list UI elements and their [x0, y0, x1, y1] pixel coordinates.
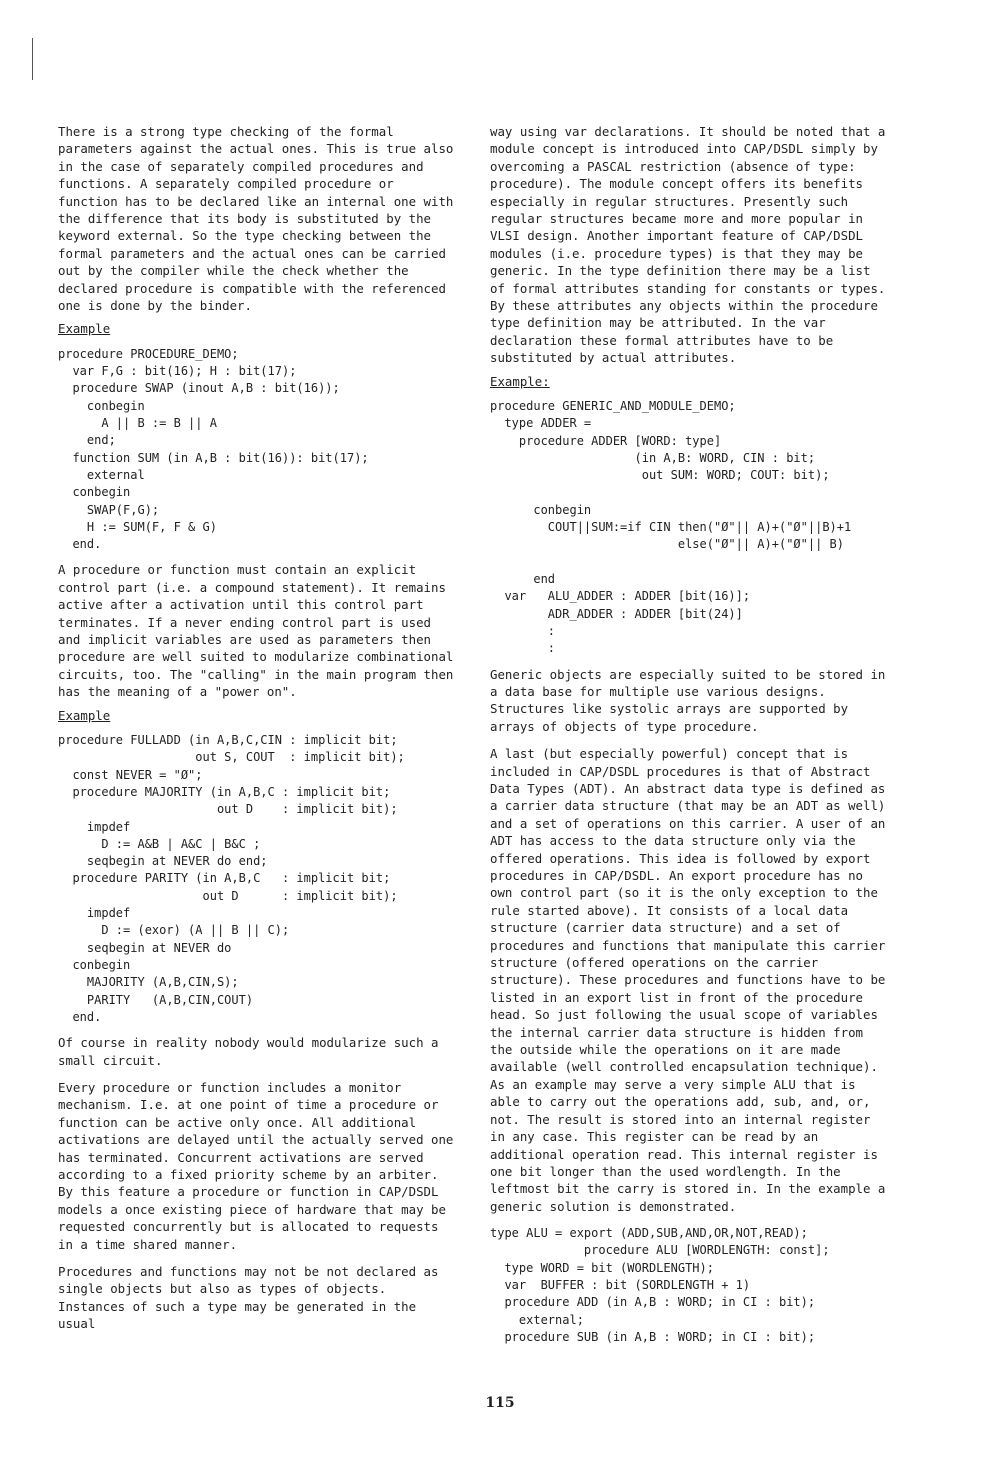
right-paragraph-module-concept: way using var declarations. It should be noted that a module concept is introduced into CAP/DSDL simply by overcoming a PASCAL restriction (absence of type: procedure). The module concept offers its benefits especially in regular structures. Presently such regular structures became more and more popular in VLSI design. Another important feature of CAP/DSDL modules (i.e. procedure types) is that they may be generic. In the type definition there may be a list of formal attributes standing for constants or types. By these attributes any objects within the procedure type definition may be attributed. In the var declaration these formal attributes have to be substituted by actual attributes. — [490, 124, 886, 366]
right-column — [490, 123, 890, 1354]
margin-mark — [32, 38, 33, 80]
code-fulladd: procedure FULLADD (in A,B,C,CIN : implicit bit; out S, COUT : implicit bit); const NEVER = "Ø"; procedure MAJORITY (in A,B,C : implicit bit; out D : implicit bit); impdef D := A&B | A&C | B&C ; seqbegin at NEVER do end; procedure PARITY (in A,B,C : implicit bit; out D : implicit bit); impdef D := (exor) (A || B || C); seqbegin at NEVER do conbegin MAJORITY (A,B,CIN,S); PARITY (A,B,CIN,COUT) end. — [58, 733, 405, 1024]
left-paragraph-small-circuit: Of course in reality nobody would modularize such a small circuit. — [58, 1035, 439, 1068]
left-example-heading-2: Example — [58, 707, 111, 723]
left-example-heading-1: Example — [58, 321, 111, 337]
code-alu-export: type ALU = export (ADD,SUB,AND,OR,NOT,READ); procedure ALU [WORDLENGTH: const]; type WORD = bit (WORDLENGTH); var BUFFER : bit (SORDLENGTH + 1) procedure ADD (in A,B : WORD; in CI : bit); external; procedure SUB (in A,B : WORD; in CI : bit); — [490, 1226, 830, 1344]
left-paragraph-control-part: A procedure or function must contain an explicit control part (i.e. a compound statement). It remains active after a activation until this control part terminates. If a never ending control part is used and implicit variables are used as parameters then procedure are well suited to modularize combinational circuits, too. The "calling" in the main program then has the meaning of a "power on". — [58, 562, 454, 700]
left-column — [58, 123, 458, 1333]
code-procedure-demo: procedure PROCEDURE_DEMO; var F,G : bit(16); H : bit(17); procedure SWAP (inout A,B : bit(16)); conbegin A || B := B || A end; function SUM (in A,B : bit(16)): bit(17); external conbegin SWAP(F,G); H := SUM(F, F & G) end. — [58, 346, 369, 552]
left-paragraph-monitor: Every procedure or function includes a monitor mechanism. I.e. at one point of time a procedure or function can be active only once. All additional activations are delayed until the actually served one has terminated. Concurrent activations are served according to a fixed priority scheme by an arbiter. By this feature a procedure or function in CAP/DSDL models a once existing piece of hardware that may be requested concurrently but is allocated to requests in a time shared manner. — [58, 1079, 454, 1252]
left-paragraph-type-checking: There is a strong type checking of the formal parameters against the actual ones. This is true also in the case of separately compiled procedures and functions. A separately compiled procedure or function has to be declared like an internal one with the difference that its body is substituted by the keyword external. So the type checking between the formal parameters and the actual ones can be carried out by the compiler while the check whether the declared procedure is compatible with the referenced one is done by the binder. — [58, 124, 454, 314]
right-example-heading: Example: — [490, 373, 550, 389]
code-generic-module-demo: procedure GENERIC_AND_MODULE_DEMO; type ADDER = procedure ADDER [WORD: type] (in A,B: WORD, CIN : bit; out SUM: WORD; COUT: bit); conbegin COUT||SUM:=if CIN then("Ø"|| A)+("Ø"||B)+1 else("Ø"|| A)+("Ø"|| B) end var ALU_ADDER : ADDER [bit(16)]; ADR_ADDER : ADDER [bit(24)] : : — [490, 399, 852, 656]
page-number: 115 — [485, 1395, 515, 1411]
right-paragraph-generic-objects: Generic objects are especially suited to be stored in a data base for multiple use various designs. Structures like systolic arrays are supported by arrays of objects of type procedure. — [490, 666, 886, 734]
right-paragraph-adt: A last (but especially powerful) concept that is included in CAP/DSDL procedures is that of Abstract Data Types (ADT). An abstract data type is defined as a carrier data structure (that may be an ADT as well) and a set of operations on this carrier. A user of an ADT has access to the data structure only via the offered operations. This idea is followed by export procedures in CAP/DSDL. An export procedure has no own control part (so it is the only exception to the rule started above). It consists of a local data structure (carrier data structure) and a set of procedures and functions that manipulate this carrier structure (offered operations on the carrier structure). These procedures and functions have to be listed in an export list in front of the procedure head. So just following the usual scope of variables the internal carrier data structure is hidden from the outside while the operations on it are made available (well controlled encapsulation technique). As an example may serve a very simple ALU that is able to carry out the operations add, sub, and, or, not. The result is stored into an internal register in any case. This register can be read by an additional operation read. This internal register is one bit longer than the used wordlength. In the leftmost bit the carry is stored in. In the example a generic solution is demonstrated. — [490, 746, 886, 1214]
left-paragraph-types-of-objects: Procedures and functions may not be not declared as single objects but also as types of objects. Instances of such a type may be generated in the usual — [58, 1264, 439, 1332]
